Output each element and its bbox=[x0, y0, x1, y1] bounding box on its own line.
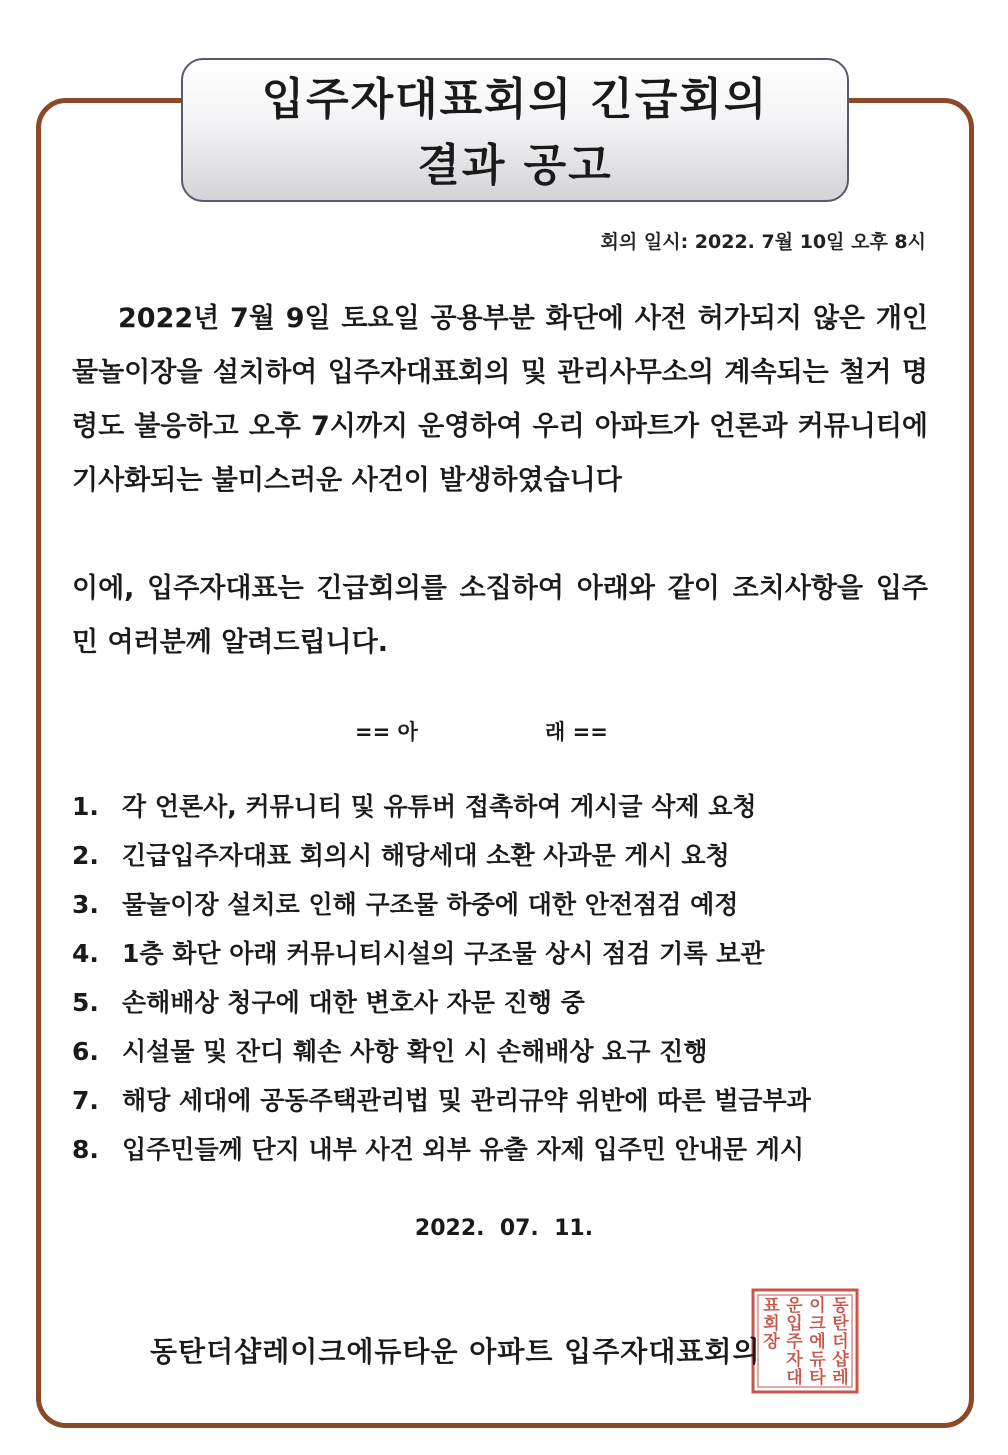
item-number: 4. bbox=[72, 939, 99, 968]
item-text: 시설물 및 잔디 훼손 사항 확인 시 손해배상 요구 진행 bbox=[122, 1037, 708, 1066]
item-text: 손해배상 청구에 대한 변호사 자문 진행 중 bbox=[122, 988, 585, 1017]
item-text: 해당 세대에 공동주택관리법 및 관리규약 위반에 따른 벌금부과 bbox=[122, 1086, 811, 1115]
seal-glyph: 동 bbox=[832, 1296, 849, 1316]
body-paragraph-2: 이에, 입주자대표는 긴급회의를 소집하여 아래와 같이 조치사항을 입주민 여러분께 알려드립니다. bbox=[72, 573, 928, 658]
title-banner bbox=[181, 58, 849, 202]
section-header-left: == 아 bbox=[355, 720, 418, 744]
seal-glyph: 레 bbox=[832, 1368, 849, 1388]
seal-glyph: 입 bbox=[786, 1314, 803, 1334]
document-date: 2022. 07. 11. bbox=[414, 1216, 594, 1241]
seal-glyph: 표 bbox=[763, 1296, 780, 1316]
seal-glyph: 장 bbox=[763, 1332, 780, 1352]
seal-glyph: 자 bbox=[786, 1350, 803, 1370]
organization-name: 동탄더샵레이크에듀타운 아파트 입주자대표회의 bbox=[150, 1335, 761, 1368]
item-number: 7. bbox=[72, 1086, 99, 1115]
list-item bbox=[72, 1076, 942, 1125]
section-header-right: 래 == bbox=[545, 720, 608, 744]
item-text: 1층 화단 아래 커뮤니티시설의 구조물 상시 점검 기록 보관 bbox=[122, 939, 765, 968]
list-item bbox=[72, 880, 942, 929]
list-item bbox=[72, 929, 942, 978]
item-number: 8. bbox=[72, 1135, 99, 1164]
seal-glyph: 이 bbox=[809, 1296, 826, 1316]
item-text: 물놀이장 설치로 인해 구조물 하중에 대한 안전점검 예정 bbox=[122, 890, 739, 919]
body-paragraph-1: 2022년 7월 9일 토요일 공용부분 화단에 사전 허가되지 않은 개인 물놀이장을 설치하여 입주자대표회의 및 관리사무소의 계속되는 철거 명령도 불응하고 오후 7시까지 운영하여 우리 아파트가 언론과 커뮤니티에 기사화되는 불미스러운 사건이 발생하였습니다 bbox=[72, 303, 928, 496]
official-seal bbox=[750, 1287, 860, 1395]
list-item bbox=[72, 1027, 942, 1076]
item-text: 긴급입주자대표 회의시 해당세대 소환 사과문 게시 요청 bbox=[122, 841, 730, 870]
seal-glyph: 듀 bbox=[809, 1350, 826, 1370]
seal-glyph: 더 bbox=[832, 1332, 849, 1352]
seal-glyph: 탄 bbox=[832, 1314, 849, 1334]
seal-glyph: 에 bbox=[809, 1332, 826, 1352]
item-text: 각 언론사, 커뮤니티 및 유튜버 접촉하여 게시글 삭제 요청 bbox=[122, 792, 757, 821]
title-line-1: 입주자대표회의 긴급회의 bbox=[261, 74, 769, 125]
seal-glyph: 타 bbox=[809, 1368, 826, 1388]
list-item bbox=[72, 831, 942, 880]
list-item bbox=[72, 978, 942, 1027]
item-number: 6. bbox=[72, 1037, 99, 1066]
seal-glyph: 주 bbox=[786, 1332, 803, 1352]
item-number: 5. bbox=[72, 988, 99, 1017]
meeting-date: 회의 일시: 2022. 7월 10일 오후 8시 bbox=[600, 231, 926, 253]
action-item-list bbox=[72, 782, 942, 1174]
seal-glyph: 샵 bbox=[832, 1350, 849, 1370]
seal-glyph: 크 bbox=[809, 1314, 826, 1334]
list-item bbox=[72, 782, 942, 831]
title-line-2: 결과 공고 bbox=[417, 140, 613, 191]
seal-glyph: 운 bbox=[786, 1296, 803, 1316]
seal-glyph: 대 bbox=[786, 1368, 803, 1388]
item-number: 3. bbox=[72, 890, 99, 919]
item-text: 입주민들께 단지 내부 사건 외부 유출 자제 입주민 안내문 게시 bbox=[122, 1135, 805, 1164]
item-number: 1. bbox=[72, 792, 99, 821]
list-item bbox=[72, 1125, 942, 1174]
item-number: 2. bbox=[72, 841, 99, 870]
seal-glyph: 회 bbox=[763, 1314, 780, 1334]
